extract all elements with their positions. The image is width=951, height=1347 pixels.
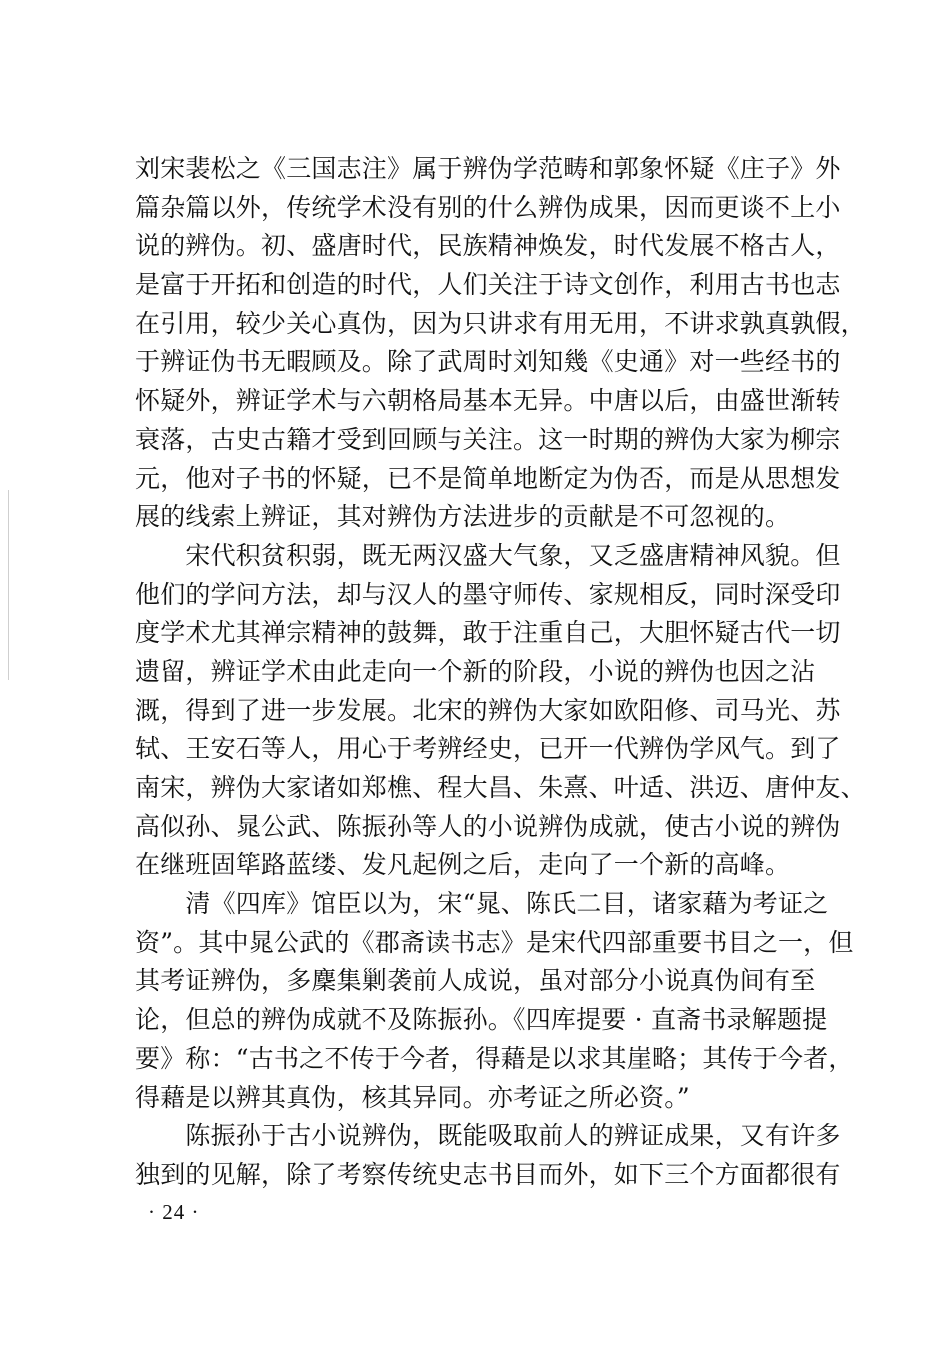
text-line: 在引用，较少关心真伪，因为只讲求有用无用，不讲求孰真孰假， — [135, 308, 866, 338]
margin-scan-line — [8, 490, 9, 680]
text-line: 得藉是以辨其真伪，核其异同。亦考证之所必资。” — [135, 1082, 690, 1112]
text-line: 论，但总的辨伪成就不及陈振孙。《四库提要 · 直斋书录解题提 — [135, 1005, 828, 1035]
text-line: 刘宋裴松之《三国志注》属于辨伪学范畴和郭象怀疑《庄子》外 — [135, 154, 841, 183]
text-line: 资”。其中晁公武的《郡斋读书志》是宋代四部重要书目之一，但 — [135, 927, 854, 957]
text-line: 他们的学问方法，却与汉人的墨守师传、家规相反，同时深受印 — [135, 579, 841, 609]
text-line: 遗留，辨证学术由此走向一个新的阶段，小说的辨伪也因之沾 — [135, 656, 816, 686]
text-line: 元，他对子书的怀疑，已不是简单地断定为伪否，而是从思想发 — [135, 463, 841, 493]
text-line: 展的线索上辨证，其对辨伪方法进步的贡献是不可忽视的。 — [135, 502, 791, 532]
text-line: 衰落，古史古籍才受到回顾与关注。这一时期的辨伪大家为柳宗 — [135, 424, 841, 454]
text-line: 其考证辨伪，多麇集剿袭前人成说，虽对部分小说真伪间有至 — [135, 966, 816, 996]
text-line: 南宋，辨伪大家诸如郑樵、程大昌、朱熹、叶适、洪迈、唐仲友、 — [135, 773, 866, 802]
text-line: 怀疑外，辨证学术与六朝格局基本无异。中唐以后，由盛世渐转 — [135, 386, 841, 416]
body-text — [135, 150, 866, 1195]
text-line: 度学术尤其禅宗精神的鼓舞，敢于注重自己，大胆怀疑古代一切 — [135, 618, 841, 648]
text-line: 要》称：“古书之不传于今者，得藉是以求其崖略；其传于今者， — [135, 1043, 854, 1073]
text-line: 清《四库》馆臣以为，宋“晁、陈氏二目，诸家藉为考证之 — [135, 889, 829, 919]
text-line: 篇杂篇以外，传统学术没有别的什么辨伪成果，因而更谈不上小 — [135, 192, 841, 222]
text-line: 宋代积贫积弱，既无两汉盛大气象，又乏盛唐精神风貌。但 — [135, 540, 841, 570]
text-line: 轼、王安石等人，用心于考辨经史，已开一代辨伪学风气。到了 — [135, 734, 841, 764]
text-line: 在继班固筚路蓝缕、发凡起例之后，走向了一个新的高峰。 — [135, 850, 791, 880]
text-line: 是富于开拓和创造的时代，人们关注于诗文创作，利用古书也志 — [135, 270, 841, 300]
text-line: 陈振孙于古小说辨伪，既能吸取前人的辨证成果，又有许多 — [135, 1121, 841, 1151]
text-line: 溉，得到了进一步发展。北宋的辨伪大家如欧阳修、司马光、苏 — [135, 695, 841, 725]
page-number: · 24 · — [148, 1200, 200, 1224]
text-line: 独到的见解，除了考察传统史志书目而外，如下三个方面都很有 — [135, 1159, 841, 1189]
text-line: 于辨证伪书无暇顾及。除了武周时刘知幾《史通》对一些经书的 — [135, 347, 841, 377]
text-line: 说的辨伪。初、盛唐时代，民族精神焕发，时代发展不格古人， — [135, 231, 841, 261]
text-line: 高似孙、晁公武、陈振孙等人的小说辨伪成就，使古小说的辨伪 — [135, 811, 841, 841]
